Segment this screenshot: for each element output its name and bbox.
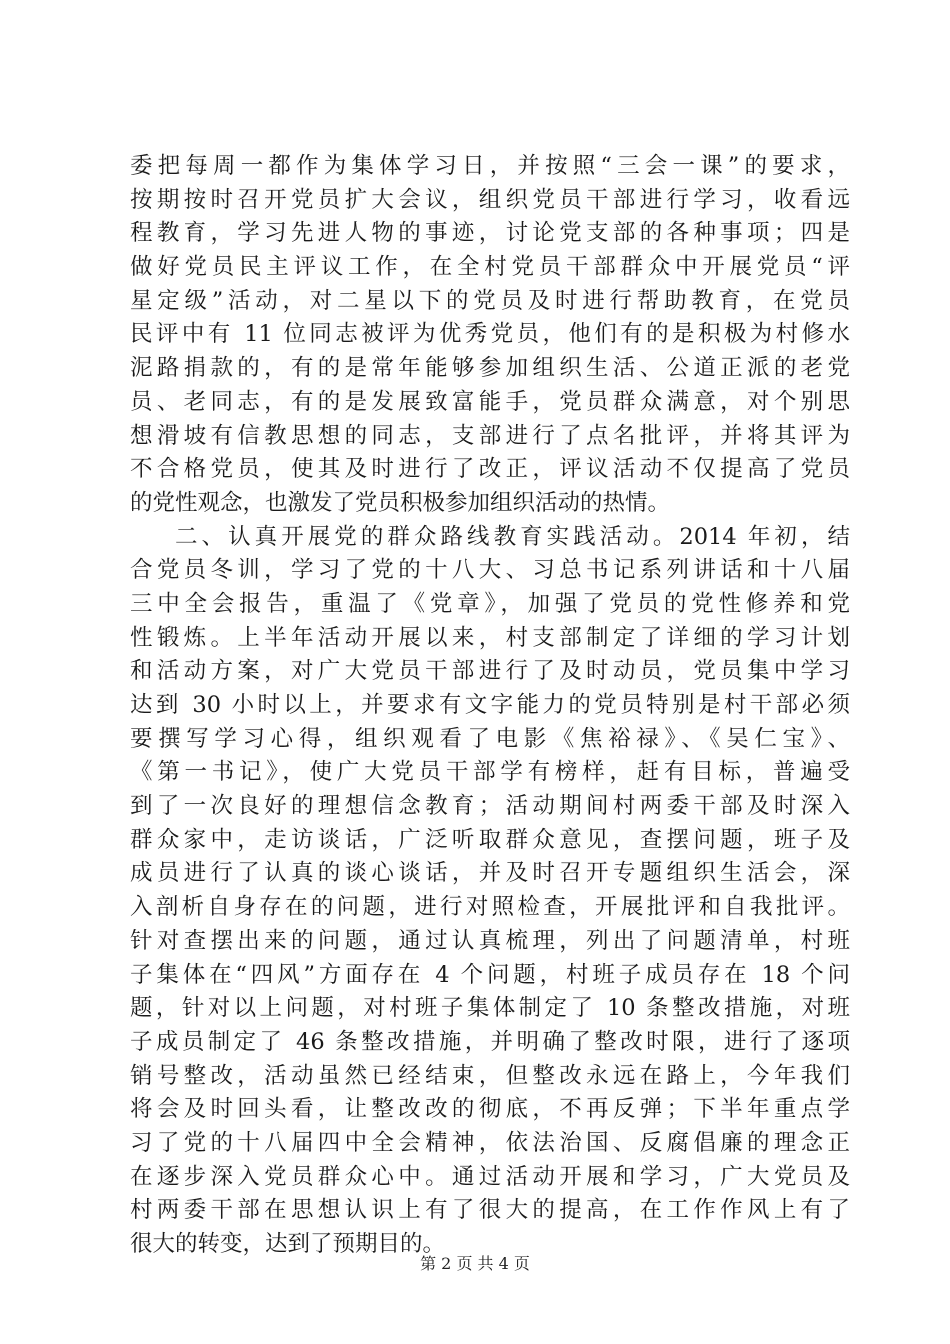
text-line: 要撰写学习心得，组织观看了电影《焦裕禄》、《吴仁宝》、 bbox=[130, 725, 850, 752]
text-line: 想滑坡有信教思想的同志，支部进行了点名批评，并将其评为 bbox=[130, 422, 850, 449]
text-line: 将会及时回头看，让整改改的彻底，不再反弹；下半年重点学 bbox=[130, 1096, 850, 1123]
text-line: 在逐步深入党员群众心中。通过活动开展和学习，广大党员及 bbox=[130, 1163, 850, 1190]
text-line: 题，针对以上问题，对村班子集体制定了 10 条整改措施，对班 bbox=[130, 995, 850, 1022]
paragraph bbox=[130, 521, 850, 1262]
page-number-footer: 第 2 页 共 4 页 bbox=[420, 1254, 530, 1273]
text-line: 做好党员民主评议工作，在全村党员干部群众中开展党员“评 bbox=[130, 254, 850, 281]
text-line: 按期按时召开党员扩大会议，组织党员干部进行学习，收看远 bbox=[130, 186, 850, 213]
paragraph bbox=[130, 150, 850, 521]
text-line: 不合格党员，使其及时进行了改正，评议活动不仅提高了党员 bbox=[130, 456, 850, 483]
text-line: 程教育，学习先进人物的事迹，讨论党支部的各种事项；四是 bbox=[130, 220, 850, 247]
text-line: 二、认真开展党的群众路线教育实践活动。2014 年初，结 bbox=[175, 523, 850, 550]
text-line: 性锻炼。上半年活动开展以来，村支部制定了详细的学习计划 bbox=[130, 624, 850, 651]
text-line: 很大的转变，达到了预期目的。 bbox=[130, 1231, 446, 1257]
document-body bbox=[130, 150, 850, 1262]
text-line: 习了党的十八届四中全会精神，依法治国、反腐倡廉的理念正 bbox=[130, 1129, 850, 1156]
text-line: 达到 30 小时以上，并要求有文字能力的党员特别是村干部必须 bbox=[130, 692, 850, 718]
text-line: 合党员冬训，学习了党的十八大、习总书记系列讲话和十八届 bbox=[130, 557, 850, 584]
text-line: 委把每周一都作为集体学习日，并按照“三会一课”的要求， bbox=[130, 153, 850, 179]
text-line: 星定级”活动，对二星以下的党员及时进行帮助教育，在党员 bbox=[130, 287, 850, 314]
text-line: 《第一书记》，使广大党员干部学有榜样，赶有目标，普遍受 bbox=[130, 759, 850, 786]
text-line: 子集体在“四风”方面存在 4 个问题，村班子成员存在 18 个问 bbox=[130, 961, 850, 988]
text-line: 群众家中，走访谈话，广泛听取群众意见，查摆问题，班子及 bbox=[130, 826, 850, 853]
text-line: 到了一次良好的理想信念教育；活动期间村两委干部及时深入 bbox=[130, 793, 850, 820]
text-line: 的党性观念，也激发了党员积极参加组织活动的热情。 bbox=[130, 489, 671, 516]
text-line: 村两委干部在思想认识上有了很大的提高，在工作作风上有了 bbox=[130, 1197, 850, 1224]
text-line: 三中全会报告，重温了《党章》，加强了党员的党性修养和党 bbox=[130, 590, 850, 617]
text-line: 和活动方案，对广大党员干部进行了及时动员，党员集中学习 bbox=[130, 658, 850, 685]
text-line: 针对查摆出来的问题，通过认真梳理，列出了问题清单，村班 bbox=[130, 927, 850, 954]
text-line: 员、老同志，有的是发展致富能手，党员群众满意，对个别思 bbox=[130, 388, 850, 415]
text-line: 子成员制定了 46 条整改措施，并明确了整改时限，进行了逐项 bbox=[130, 1028, 850, 1055]
text-line: 成员进行了认真的谈心谈话，并及时召开专题组织生活会，深 bbox=[130, 860, 850, 887]
text-line: 民评中有 11 位同志被评为优秀党员，他们有的是积极为村修水 bbox=[130, 321, 850, 348]
text-line: 销号整改，活动虽然已经结束，但整改永远在路上，今年我们 bbox=[130, 1062, 850, 1089]
text-line: 入剖析自身存在的问题，进行对照检查，开展批评和自我批评。 bbox=[130, 894, 850, 921]
text-line: 泥路捐款的，有的是常年能够参加组织生活、公道正派的老党 bbox=[130, 355, 850, 382]
